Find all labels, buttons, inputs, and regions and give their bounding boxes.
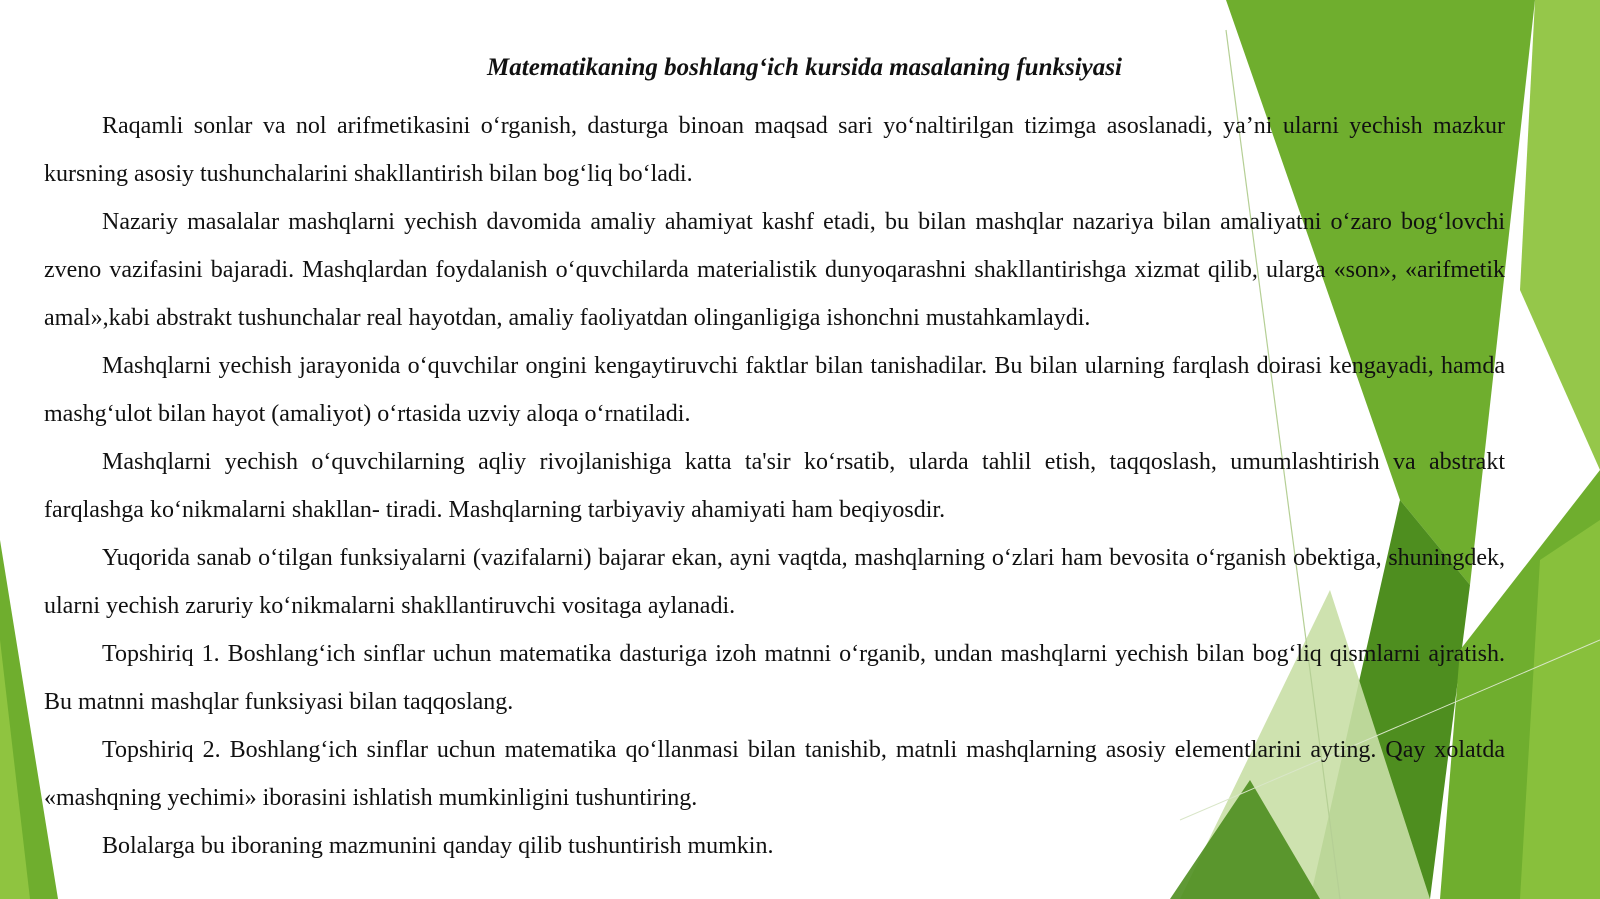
slide-title: Matematikaning boshlang‘ich kursida masalaning funksiyasi (487, 54, 1122, 81)
paragraph-1: Raqamli sonlar va nol arifmetikasini o‘rganish, dasturga binoan maqsad sari yo‘naltirilgan tizimga asoslanadi, ya’ni ularni yechish mazkur kursning asosiy tushunchalarini shakllantirish bilan bog‘liq bo‘ladi. (44, 113, 1505, 187)
paragraph-last: Bolalarga bu iboraning mazmunini qanday qilib tushuntirish mumkin. (102, 833, 774, 859)
paragraph-5: Yuqorida sanab o‘tilgan funksiyalarni (vazifalarni) bajarar ekan, ayni vaqtda, mashqlarning o‘zlari ham bevosita o‘rganish obektiga, shuningdek, ularni yechish zaruriy ko‘nikmalarni shakllantiruvchi vositaga aylanadi. (44, 545, 1505, 619)
green-edge-top (1520, 0, 1600, 470)
task-1-paragraph: Topshiriq 1. Boshlang‘ich sinflar uchun matematika dasturiga izoh matnni o‘rganib, undan mashqlarni yechish bilan bog‘liq qismlarni ajratish. Bu matnni mashqlar funksiyasi bilan taqqoslang. (44, 641, 1505, 715)
task-2-paragraph: Topshiriq 2. Boshlang‘ich sinflar uchun matematika qo‘llanmasi bilan tanishib, matnli mashqlarning asosiy elementlarini ayting. Qay xolatda «mashqning yechimi» iborasini ishlatish mumkinligini tushuntiring. (44, 737, 1505, 811)
paragraph-2: Nazariy masalalar mashqlarni yechish davomida amaliy ahamiyat kashf etadi, bu bilan mashqlar nazariya bilan amaliyatni o‘zaro bog‘lovchi zveno vazifasini bajaradi. Mashqlardan foydalanish o‘quvchilarda materialistik dunyoqarashni shakllantirishga xizmat qilib, ularga «son», «arifmetik amal»,kabi abstrakt tushunchalar real hayotdan, amaliy faoliyatdan olinganligiga ishonchni mustahkamlaydi. (44, 209, 1505, 331)
paragraph-3: Mashqlarni yechish jarayonida o‘quvchilar ongini kengaytiruvchi faktlar bilan tanishadilar. Bu bilan ularning farqlash doirasi kengayadi, hamda mashg‘ulot bilan hayot (amaliyot) o‘rtasida uzviy aloqa o‘rnatiladi. (44, 353, 1505, 427)
paragraph-4: Mashqlarni yechish o‘quvchilarning aqliy rivojlanishiga katta ta'sir ko‘rsatib, ularda tahlil etish, taqqoslash, umumlashtirish va abstrakt farqlashga ko‘nikmalarni shakllan- tiradi. Mashqlarning tarbiyaviy ahamiyati ham beqiyosdir. (44, 449, 1505, 523)
slide-content (44, 44, 1505, 870)
